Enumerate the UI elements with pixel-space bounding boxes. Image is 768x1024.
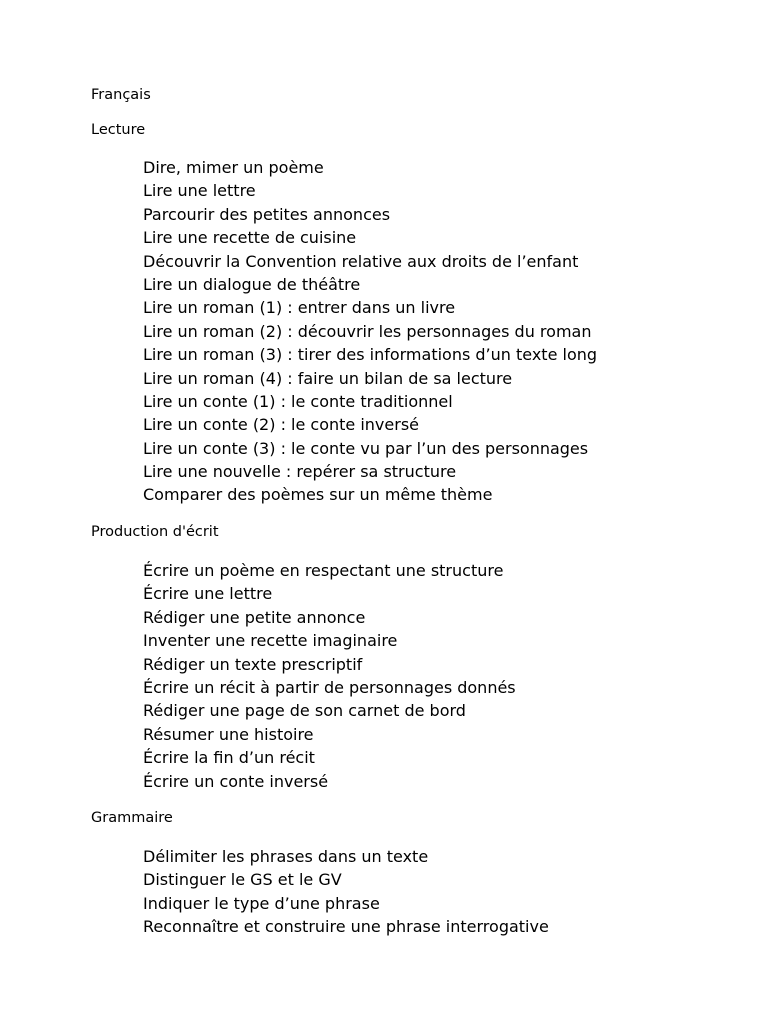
list-item: Rédiger une page de son carnet de bord xyxy=(143,701,466,721)
list-item: Inventer une recette imaginaire xyxy=(143,631,398,651)
grammaire-list xyxy=(143,845,549,939)
list-item: Lire une lettre xyxy=(143,181,256,201)
list-item: Lire une nouvelle : repérer sa structure xyxy=(143,462,457,482)
list-item: Lire un dialogue de théâtre xyxy=(143,274,361,294)
list-item: Rédiger un texte prescriptif xyxy=(143,654,363,674)
list-item: Rédiger une petite annonce xyxy=(143,607,366,627)
list-item: Indiquer le type d’une phrase xyxy=(143,893,380,913)
list-item: Lire un conte (1) : le conte traditionnel xyxy=(143,391,453,411)
list-item: Parcourir des petites annonces xyxy=(143,204,391,224)
list-item: Délimiter les phrases dans un texte xyxy=(143,847,429,866)
list-item: Écrire un conte inversé xyxy=(143,771,329,791)
list-item: Écrire un poème en respectant une structure xyxy=(143,561,504,580)
document-title: Français xyxy=(91,87,151,103)
section-heading-lecture: Lecture xyxy=(91,122,146,138)
list-item: Lire un roman (2) : découvrir les personnages du roman xyxy=(143,321,592,341)
list-item: Écrire un récit à partir de personnages donnés xyxy=(143,677,516,697)
list-item: Découvrir la Convention relative aux droits de l’enfant xyxy=(143,251,579,271)
list-item: Distinguer le GS et le GV xyxy=(143,870,342,890)
list-item: Résumer une histoire xyxy=(143,724,314,744)
list-item: Lire un roman (3) : tirer des informations d’un texte long xyxy=(143,345,598,365)
section-heading-production-ecrit: Production d'écrit xyxy=(91,524,219,540)
list-item: Dire, mimer un poème xyxy=(143,158,324,177)
list-item: Lire une recette de cuisine xyxy=(143,228,357,248)
list-item: Écrire la fin d’un récit xyxy=(143,748,315,768)
lecture-list xyxy=(143,156,597,507)
list-item: Écrire une lettre xyxy=(143,584,273,604)
list-item: Lire un conte (2) : le conte inversé xyxy=(143,415,419,435)
list-item: Lire un roman (4) : faire un bilan de sa lecture xyxy=(143,368,513,388)
list-item: Comparer des poèmes sur un même thème xyxy=(143,485,493,505)
list-item: Lire un conte (3) : le conte vu par l’un des personnages xyxy=(143,438,589,458)
production-ecrit-list xyxy=(143,559,516,793)
list-item: Reconnaître et construire une phrase interrogative xyxy=(143,917,549,937)
list-item: Lire un roman (1) : entrer dans un livre xyxy=(143,298,456,318)
section-heading-grammaire: Grammaire xyxy=(91,810,173,826)
